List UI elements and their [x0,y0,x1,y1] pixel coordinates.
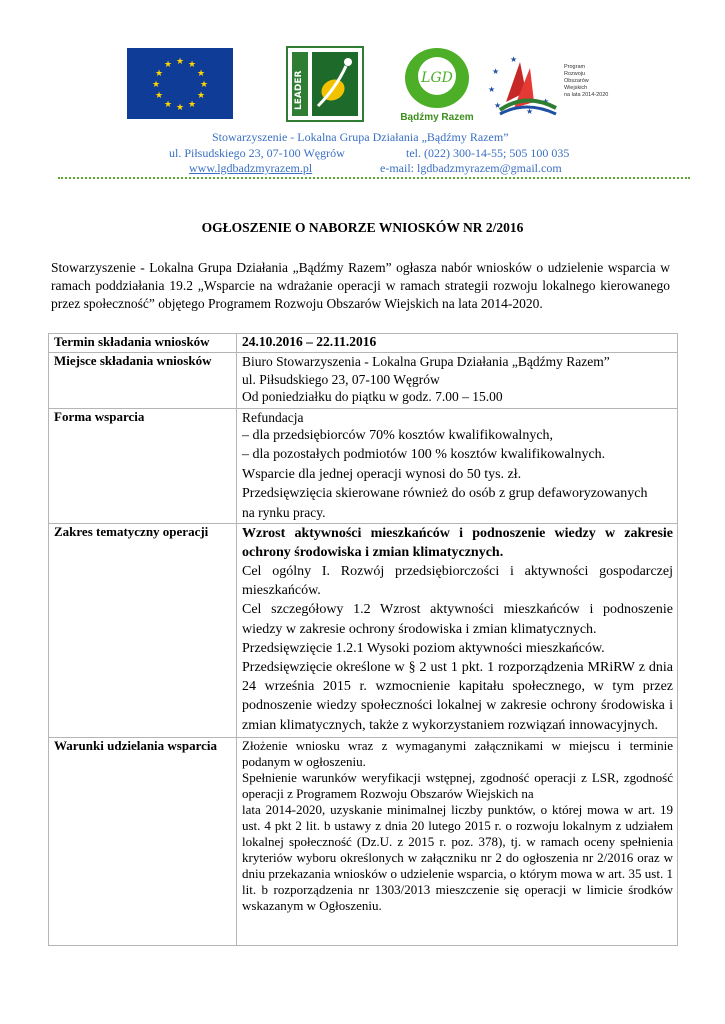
forma-label: Forma wsparcia [49,408,237,523]
cel-szczegolowy: Cel szczegółowy 1.2 Wzrost aktywności mieszkańców i podnoszenie wiedzy w zakresie ochrony środowiska i zmian klimatycznych. [242,602,673,637]
forma-value [237,408,678,523]
zakres-label: Zakres tematyczny operacji [49,523,237,737]
lgd-letters: LGD [421,70,453,86]
miejsce-label: Miejsce składania wniosków [49,353,237,409]
forma-line: na rynku pracy. [242,504,326,520]
zakres-value [237,523,678,737]
forma-line: Wsparcie dla jednej operacji wynosi do 50 tys. zł. [242,466,522,482]
prow-line: Program [564,64,586,70]
svg-text:★: ★ [187,100,197,110]
svg-text:★: ★ [542,97,550,106]
logo-bar [0,44,725,124]
website-link[interactable]: www.lgdbadzmyrazem.pl [189,161,313,175]
prow-line: na lata 2014-2020 [564,92,609,98]
table-row [49,523,678,737]
table-row [49,334,678,353]
leader-wordmark: LEADER [294,70,304,110]
organization-name: Stowarzyszenie - Lokalna Grupa Działania „Bądźmy Razem” [212,130,509,144]
table-row [49,353,678,409]
svg-text:★: ★ [151,80,161,90]
svg-text:★: ★ [175,57,185,67]
svg-text:★: ★ [187,60,197,70]
prow-line: Rozwoju [564,71,586,77]
eu-flag-logo [127,48,233,119]
warunki-paragraph: Złożenie wniosku wraz z wymaganymi załącznikami w miejscu i terminie podanym w ogłoszeniu. [242,737,673,769]
prow-caption [564,64,608,99]
miejsce-value [237,353,678,409]
svg-text:★: ★ [510,55,518,64]
miejsce-line: ul. Piłsudskiego 23, 07-100 Węgrów [242,371,440,387]
termin-value: 24.10.2016 – 22.11.2016 [237,334,678,353]
svg-text:★: ★ [526,107,534,116]
lgd-name: Bądźmy Razem [400,112,474,123]
table-row [49,408,678,523]
announcement-table [48,333,678,946]
svg-text:★: ★ [163,60,173,70]
forma-line: – dla przedsiębiorców 70% kosztów kwalifikowalnych, [242,427,554,443]
forma-line: Refundacja [242,409,304,425]
svg-text:★: ★ [488,85,496,94]
svg-text:★: ★ [199,80,209,90]
forma-line: Przedsięwzięcia skierowane również do osób z grup defaworyzowanych [242,486,648,501]
warunki-label: Warunki udzielania wsparcia [49,737,237,945]
leader-logo [286,46,364,122]
svg-text:★: ★ [163,100,173,110]
phone: tel. (022) 300-14-55; 505 100 035 [406,146,570,160]
svg-text:★: ★ [196,69,206,79]
przedsiewziecie: Przedsięwzięcie 1.2.1 Wysoki poziom aktywności mieszkańców. [242,640,605,656]
svg-text:★: ★ [175,103,185,113]
prow-line: Wiejskich [564,85,588,91]
miejsce-line: Od poniedziałku do piątku w godz. 7.00 – 15.00 [242,389,503,404]
forma-line: – dla pozostałych podmiotów 100 % kosztów kwalifikowalnych. [242,447,606,462]
prow-line: Obszarów [564,78,589,84]
svg-text:★: ★ [154,91,164,101]
intro-paragraph: Stowarzyszenie - Lokalna Grupa Działania „Bądźmy Razem” ogłasza nabór wniosków o udzielenie wsparcia w ramach poddziałania 19.2 „Wsparcie na wdrażanie operacji w ramach strategii rozwoju lokalnego kierowanego przez społeczność” objętego Programem Rozwoju Obszarów Wiejskich na lata 2014-2020. [51,260,670,311]
email[interactable]: e-mail: lgdbadzmyrazem@gmail.com [380,161,562,175]
zakres-opis: Przedsięwzięcie określone w § 2 ust 1 pkt. 1 rozporządzenia MRiRW z dnia 24 września 2015 r. wzmocnienie kapitału społecznego, w tym przez podnoszenie wiedzy społeczności lokalnej w zakresie ochrony środowiska i zmian klimatycznych, także z wykorzystaniem rozwiązań innowacyjnych. [242,659,673,733]
miejsce-line: Biuro Stowarzyszenia - Lokalna Grupa Działania „Bądźmy Razem” [242,354,610,369]
svg-text:★: ★ [196,91,206,101]
svg-text:★: ★ [154,69,164,79]
address: ul. Piłsudskiego 23, 07-100 Węgrów [169,146,345,160]
warunki-paragraph: lata 2014-2020, uzyskanie minimalnej liczby punktów, o której mowa w art. 19 ust. 4 pkt 2 lit. b ustawy z dnia 20 lutego 2015 r. o rozwoju lokalnym z udziałem lokalnej społeczność (Dz.U. z 2015 r. poz. 378), tj. w ramach oceny spełnienia kryteriów wyboru określonych w załączniku nr 2 do ogłoszenia nr 2/2016 oraz w dniu przekazania wniosków o udzielenie wsparcia, o którym mowa w art. 35 ust. 1 lit. b rozporządzenia nr 1303/2013 mieszczenie się operacji w limicie środków wskazanym w Ogłoszeniu. [242,801,673,913]
page-title: OGŁOSZENIE O NABORZE WNIOSKÓW NR 2/2016 [201,220,524,235]
table-row [49,737,678,945]
warunki-paragraph: Spełnienie warunków weryfikacji wstępnej, zgodność operacji z LSR, zgodność operacji z Programem Rozwoju Obszarów Wiejskich na [242,769,673,801]
dotted-divider [58,177,690,179]
warunki-value [237,737,678,945]
svg-text:★: ★ [494,101,502,110]
lgd-badzmy-razem-logo [397,44,477,124]
zakres-heading: Wzrost aktywności mieszkańców i podnoszenie wiedzy w zakresie ochrony środowiska i zmian klimatycznych. [242,525,673,560]
termin-label: Termin składania wniosków [49,334,237,353]
cel-ogolny: Cel ogólny I. Rozwój przedsiębiorczości i aktywności gospodarczej mieszkańców. [242,563,673,599]
svg-text:★: ★ [492,67,500,76]
